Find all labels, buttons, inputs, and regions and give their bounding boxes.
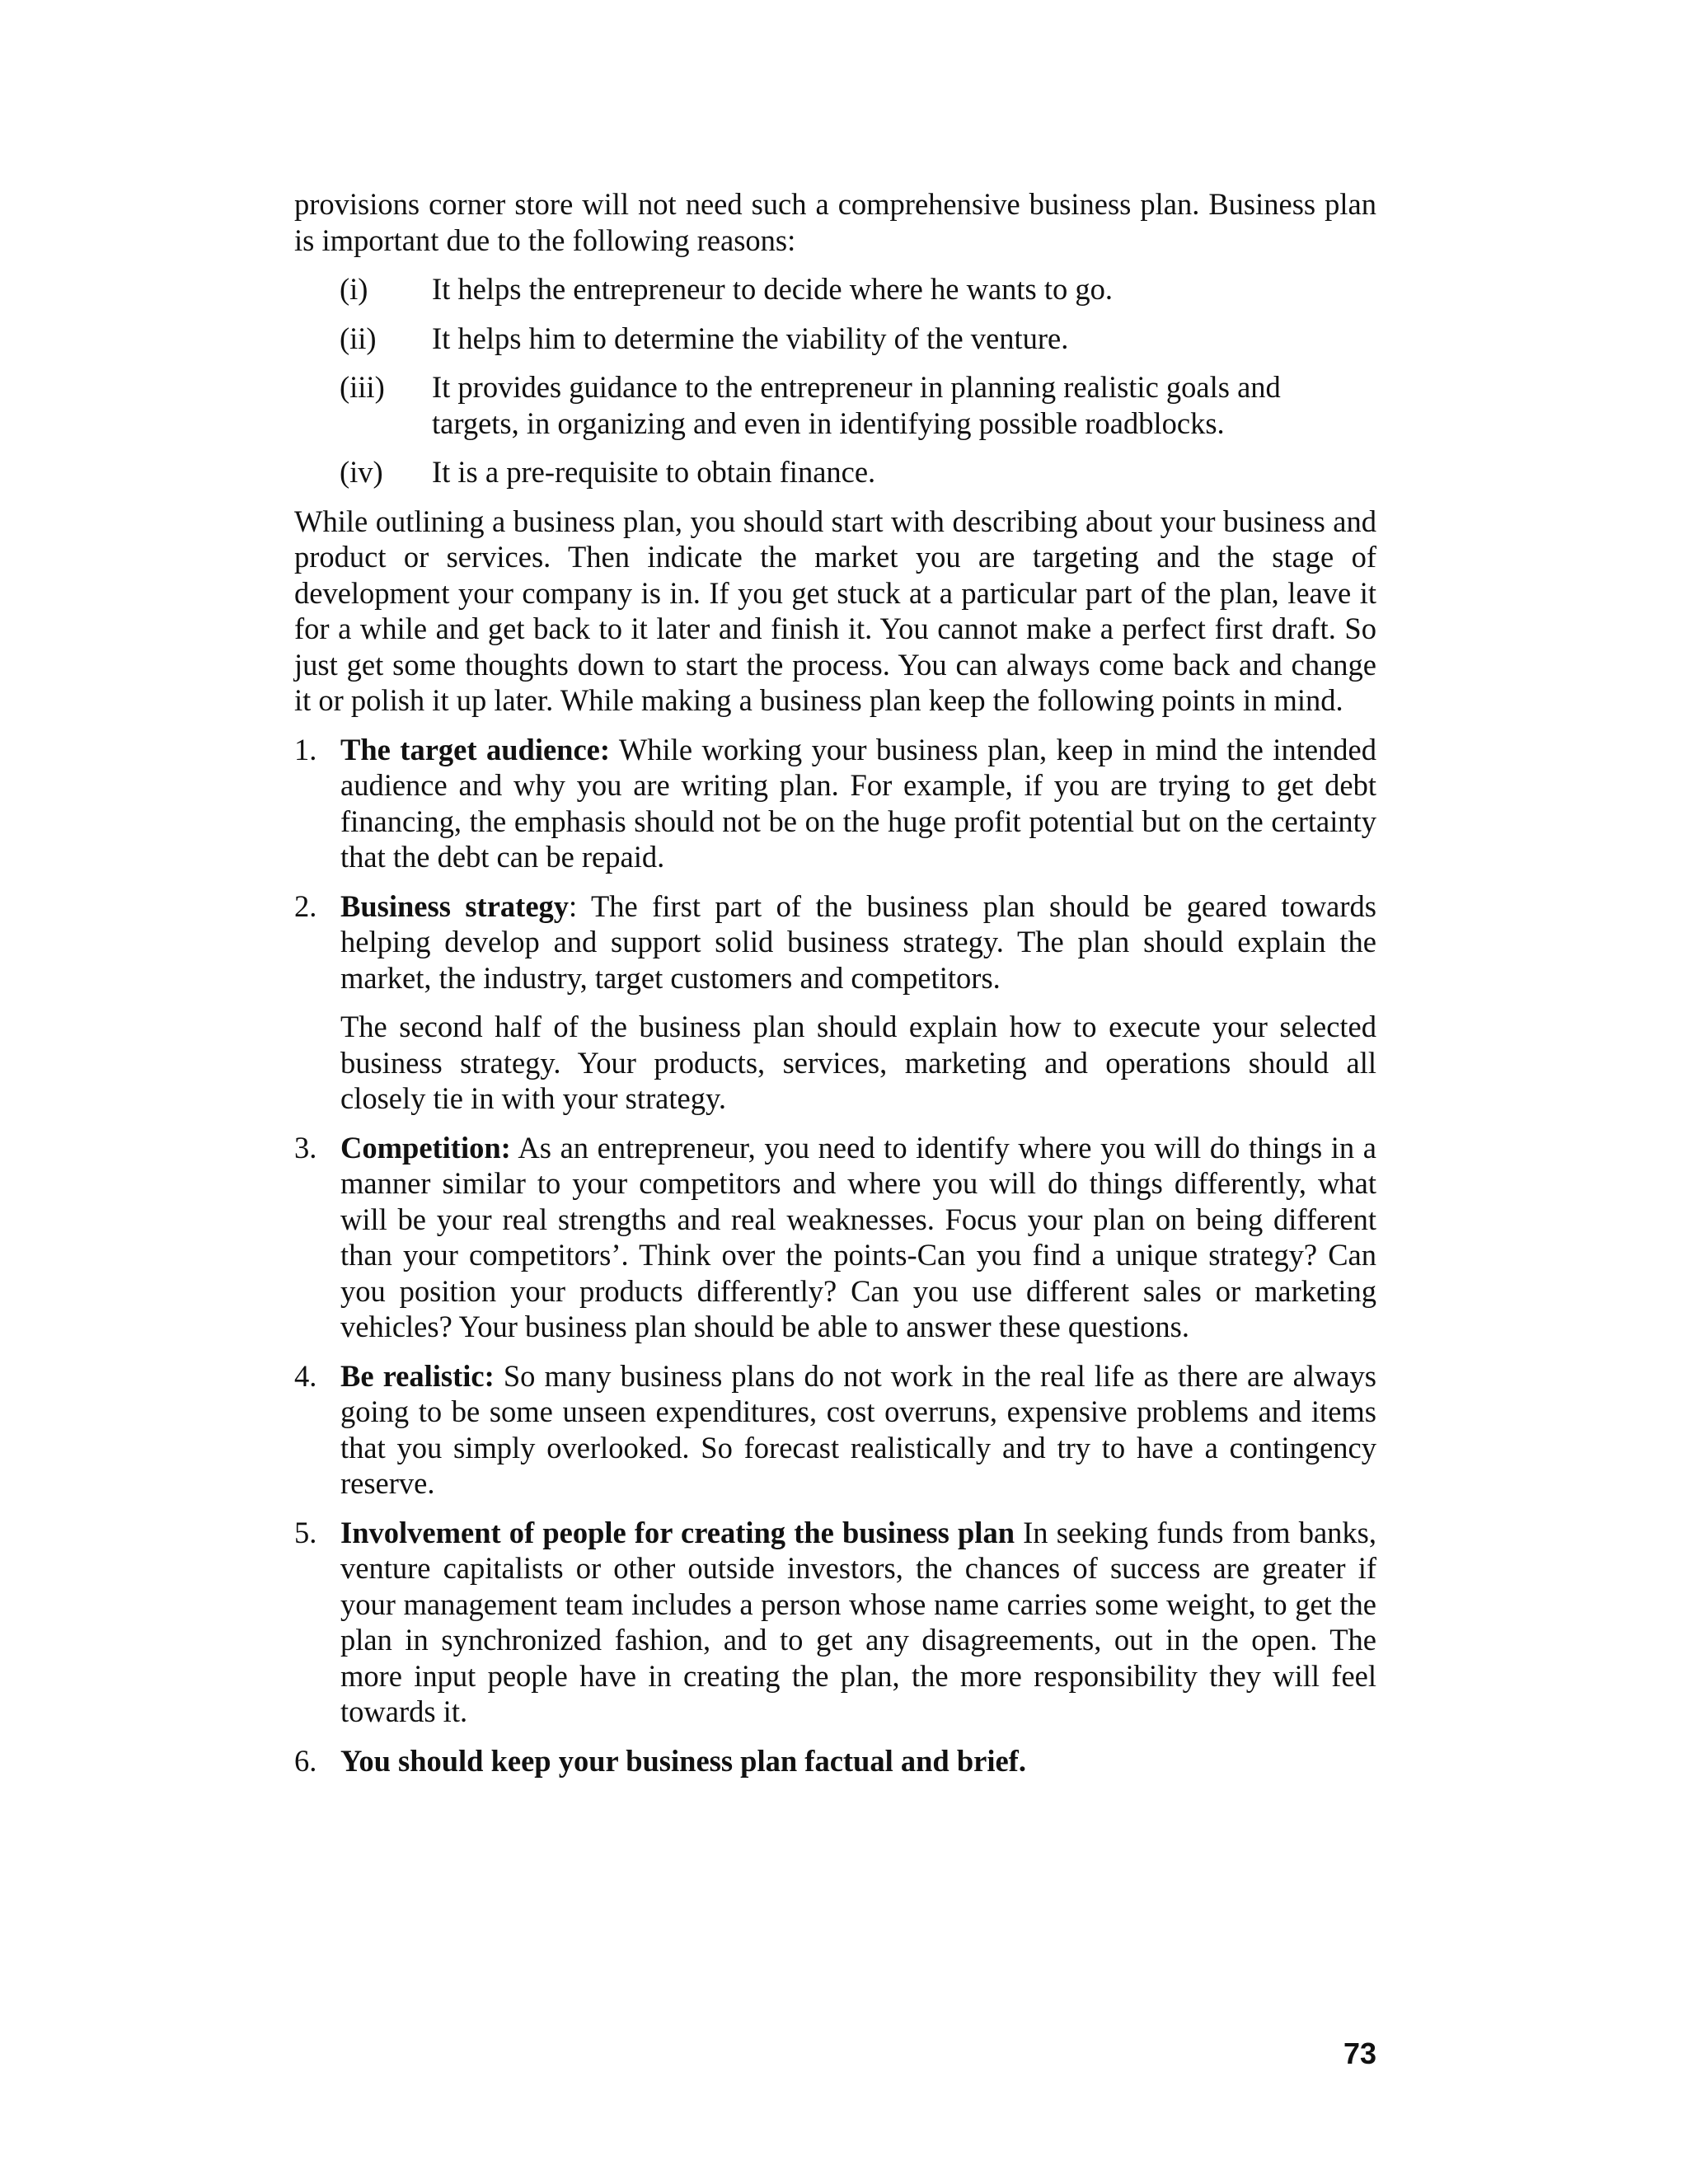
outline-paragraph: While outlining a business plan, you should start with describing about your business and product or services. Then indicate the market you are targeting and the stage of development your company is in. If you get stuck at a particular part of the plan, leave it for a while and get back to it later and finish it. You cannot make a perfect first draft. So just get some thoughts down to start the process. You can always come back and change it or polish it up later. While making a business plan keep the following points in mind. bbox=[294, 504, 1376, 717]
page-number: 73 bbox=[1343, 2036, 1376, 2070]
list-item-text: It helps the entrepreneur to decide where he wants to go. bbox=[432, 272, 1114, 306]
list-item-number: (iv) bbox=[340, 455, 383, 489]
point-text: While working your business plan, keep in mind the intended audience and why you are writing plan. For example, if you are trying to get debt financing, the emphasis should not be on the huge profit potential but on the certainty that the debt can be repaid. bbox=[340, 732, 1376, 874]
list-item bbox=[294, 1358, 1376, 1502]
intro-paragraph: provisions corner store will not need such a comprehensive business plan. Business plan is important due to the following reasons: bbox=[294, 187, 1376, 257]
points-list bbox=[294, 732, 1376, 1779]
point-heading: Be realistic: bbox=[340, 1358, 495, 1393]
page-body bbox=[294, 186, 1376, 1779]
list-item bbox=[294, 732, 1376, 875]
list-item-text: It is a pre-requisite to obtain finance. bbox=[432, 455, 876, 489]
list-item-number: (i) bbox=[340, 272, 368, 306]
point-text: : The first part of the business plan should be geared towards helping develop and support solid business strategy. The plan should explain the market, the industry, target customers and competitors. bbox=[340, 888, 1376, 995]
list-item-body bbox=[340, 888, 1376, 1117]
list-item bbox=[294, 321, 1376, 357]
point-heading: Business strategy bbox=[340, 888, 570, 923]
list-item-number: (ii) bbox=[340, 321, 377, 355]
list-item-body bbox=[340, 732, 1376, 875]
list-item bbox=[294, 888, 1376, 1117]
list-item bbox=[294, 1515, 1376, 1730]
point-extra-paragraph: The second half of the business plan should explain how to execute your selected business strategy. Your products, services, marketing and operations should all closely tie in with your strategy. bbox=[340, 1010, 1376, 1115]
list-item bbox=[294, 271, 1376, 307]
list-item-number: 6. bbox=[294, 1743, 317, 1778]
list-item-text: It helps him to determine the viability of the venture. bbox=[432, 321, 1069, 355]
list-item-body bbox=[340, 1515, 1376, 1730]
list-item-body bbox=[340, 1358, 1376, 1502]
list-item-body bbox=[340, 1130, 1376, 1345]
list-item-number: 2. bbox=[294, 888, 317, 923]
reasons-list bbox=[294, 271, 1376, 490]
list-item bbox=[294, 454, 1376, 490]
list-item-number: 4. bbox=[294, 1358, 317, 1393]
point-heading: You should keep your business plan factual and brief. bbox=[340, 1743, 1026, 1778]
list-item-number: 1. bbox=[294, 732, 317, 766]
list-item bbox=[294, 1743, 1376, 1779]
point-heading: Competition: bbox=[340, 1130, 511, 1165]
point-heading: Involvement of people for creating the business plan bbox=[340, 1515, 1015, 1549]
point-text: As an entrepreneur, you need to identify where you will do things in a manner similar to your competitors and where you will do things differently, what will be your real strengths and real weaknesses. Focus your plan on being different than your competitors’. Think over the points-Can you find a unique strategy? Can you position your products differently? Can you use different sales or marketing vehicles? Your business plan should be able to answer these questions. bbox=[340, 1130, 1376, 1343]
list-item-number: 3. bbox=[294, 1130, 317, 1165]
list-item-body bbox=[340, 1743, 1376, 1779]
list-item-text: It provides guidance to the entrepreneur in planning realistic goals and targets, in organizing and even in identifying possible roadblocks. bbox=[432, 370, 1281, 440]
list-item-number: (iii) bbox=[340, 370, 385, 404]
list-item-number: 5. bbox=[294, 1515, 317, 1549]
point-heading: The target audience: bbox=[340, 732, 611, 766]
list-item bbox=[294, 1130, 1376, 1345]
list-item bbox=[294, 369, 1376, 441]
point-text: In seeking funds from banks, venture capitalists or other outside investors, the chances of success are greater if your management team includes a person whose name carries some weight, to get the plan in synchronized fashion, and to get any disagreements, out in the open. The more input people have in creating the plan, the more responsibility they will feel towards it. bbox=[340, 1515, 1376, 1728]
point-text: So many business plans do not work in the real life as there are always going to be some unseen expenditures, cost overruns, expensive problems and items that you simply overlooked. So forecast realistically and try to have a contingency reserve. bbox=[340, 1358, 1376, 1500]
